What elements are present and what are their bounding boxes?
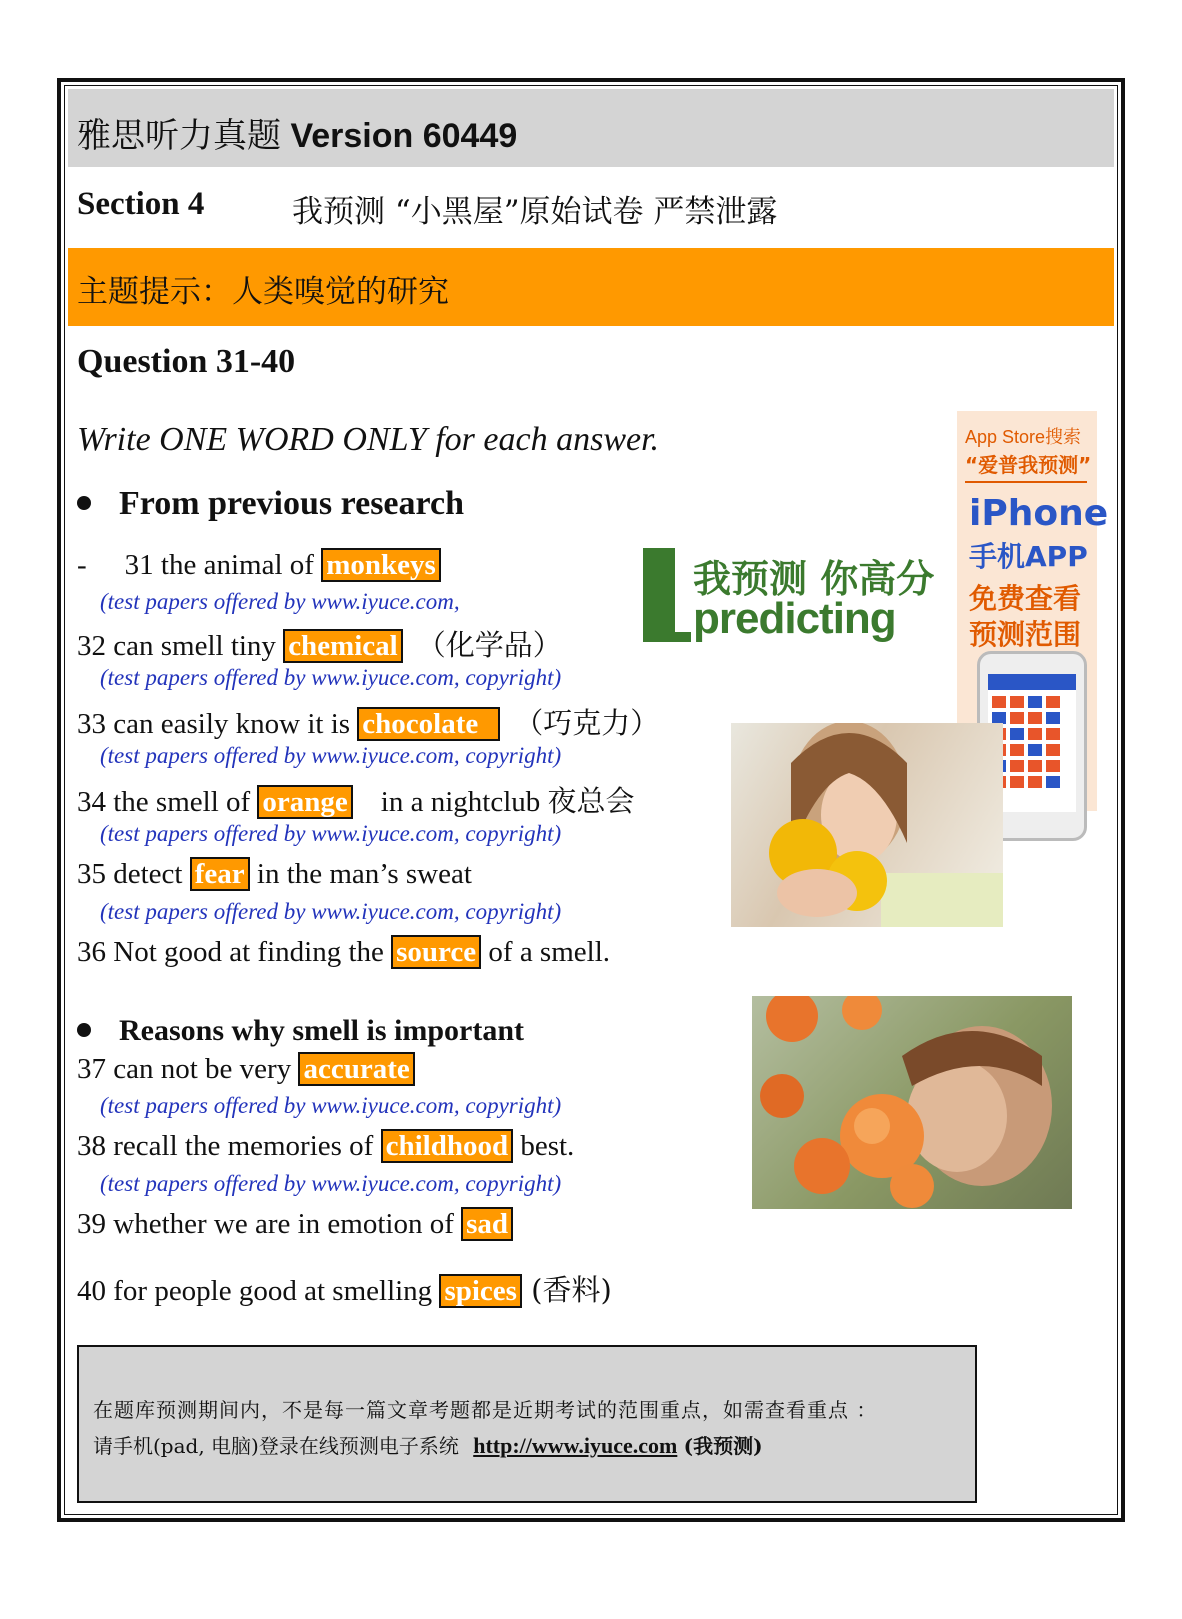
group1-heading-text: From previous research — [119, 485, 464, 522]
group1-heading — [77, 485, 464, 523]
logo-en: predicting — [693, 594, 896, 643]
item-31-text: 31 the animal of — [124, 549, 322, 581]
item-38-text: 38 recall the memories of — [77, 1130, 381, 1162]
item-40 — [77, 1268, 612, 1309]
item-34-post: in a nightclub 夜总会 — [380, 786, 635, 818]
topic-hint: 主题提示：人类嗅觉的研究 — [77, 274, 449, 310]
notice-box — [77, 1345, 977, 1503]
item-36 — [77, 935, 610, 969]
answer-38: childhood — [381, 1129, 514, 1163]
photo2-illustration — [752, 996, 1072, 1209]
promo-line-4: 手机APP — [969, 540, 1088, 573]
logo-i-base — [643, 632, 691, 642]
title-cn: 雅思听力真题 — [77, 116, 281, 156]
item-38-post: best. — [513, 1130, 575, 1162]
promo-line-5: 免费查看 — [969, 582, 1082, 615]
promo-line-3: iPhone — [969, 493, 1109, 534]
answer-37: accurate — [298, 1052, 414, 1086]
group2-heading-text: Reasons why smell is important — [119, 1014, 525, 1047]
item-34-text: 34 the smell of — [77, 786, 258, 818]
woman-smelling-oranges-photo — [731, 723, 1003, 927]
section-label: Section 4 — [77, 186, 205, 222]
notice-line-2 — [93, 1430, 763, 1459]
item-32 — [77, 623, 562, 664]
item-37-text: 37 can not be very — [77, 1053, 299, 1085]
item-35-post: in the man’s sweat — [249, 858, 472, 890]
item-33 — [77, 701, 659, 742]
item-36-text: 36 Not good at finding the — [77, 936, 392, 968]
bullet-icon — [77, 496, 91, 510]
answer-39: sad — [461, 1207, 513, 1241]
page-title — [77, 108, 517, 157]
item-35-text: 35 detect — [77, 858, 190, 890]
baby-smelling-flower-photo — [752, 996, 1072, 1209]
answer-35: fear — [190, 857, 250, 891]
answer-32: chemical — [283, 629, 403, 663]
answer-31: monkeys — [321, 548, 441, 582]
item-39 — [77, 1207, 513, 1241]
logo-cn: 我预测 你高分 — [693, 556, 935, 601]
notice-line-1: 在题库预测期间内，不是每一篇文章考题都是近期考试的范围重点，如需查看重点 ： — [93, 1398, 878, 1422]
item-37 — [77, 1052, 415, 1086]
promo-line-2: “爱普我预测” — [965, 453, 1092, 477]
website-link[interactable]: http://www.iyuce.com — [473, 1433, 678, 1458]
item-32-text: 32 can smell tiny — [77, 630, 284, 662]
item-38 — [77, 1129, 574, 1163]
item-40-text: 40 for people good at smelling — [77, 1275, 440, 1307]
item-36-post: of a smell. — [481, 936, 611, 968]
question-range: Question 31-40 — [77, 343, 296, 380]
item-35 — [77, 857, 472, 891]
answer-33: chocolate — [357, 707, 500, 741]
item-34 — [77, 779, 635, 820]
dash-prefix: - — [77, 549, 87, 581]
copyright-note: (test papers offered by www.iyuce.com, copyright) — [100, 1093, 562, 1118]
notice-line-2-text: 请手机(pad, 电脑)登录在线预测电子系统 — [93, 1434, 459, 1458]
item-31 — [77, 548, 441, 582]
promo-line-1: App Store搜索 — [965, 427, 1082, 447]
promo-line-6: 预测范围 — [969, 618, 1082, 651]
copyright-note: (test papers offered by www.iyuce.com, copyright) — [100, 821, 562, 846]
item-33-gloss: （巧克力） — [514, 706, 660, 740]
item-39-text: 39 whether we are in emotion of — [77, 1208, 462, 1240]
photo1-illustration — [731, 723, 1003, 927]
copyright-note: (test papers offered by www.iyuce.com, copyright) — [100, 899, 562, 924]
instruction-text: Write ONE WORD ONLY for each answer. — [77, 421, 660, 458]
copyright-note: (test papers offered by www.iyuce.com, copyright) — [100, 665, 562, 690]
section-subtitle: 我预测 “小黑屋”原始试卷 严禁泄露 — [292, 194, 778, 230]
copyright-note: (test papers offered by www.iyuce.com, copyright) — [100, 1171, 562, 1196]
item-40-gloss: (香料) — [521, 1273, 612, 1307]
item-33-text: 33 can easily know it is — [77, 708, 358, 740]
group2-heading — [77, 1014, 524, 1048]
notice-brand: (我预测) — [683, 1434, 763, 1458]
answer-40: spices — [439, 1274, 522, 1308]
title-version: Version 60449 — [290, 117, 518, 155]
answer-34: orange — [257, 785, 352, 819]
bullet-icon — [77, 1023, 91, 1037]
brand-logo — [643, 548, 933, 648]
answer-36: source — [391, 935, 481, 969]
section-heading — [77, 186, 778, 230]
logo-i-mark — [643, 548, 675, 640]
item-32-gloss: （化学品） — [416, 628, 562, 662]
promo-divider — [965, 481, 1087, 483]
copyright-note: (test papers offered by www.iyuce.com, — [100, 589, 460, 614]
copyright-note: (test papers offered by www.iyuce.com, copyright) — [100, 743, 562, 768]
